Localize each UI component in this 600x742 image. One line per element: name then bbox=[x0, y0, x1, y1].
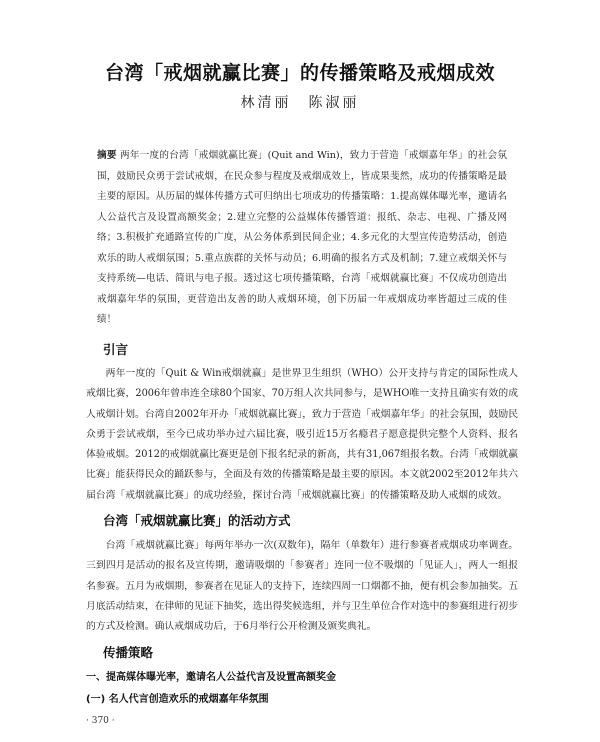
section-heading-strategy: 传播策略 bbox=[103, 645, 154, 660]
abstract-label: 摘要 bbox=[97, 150, 117, 161]
subheading-media-exposure: 一、提高媒体曝光率，邀请名人公益代言及设置高额奖金 bbox=[86, 672, 336, 683]
paper-title: 台湾「戒烟就赢比赛」的传播策略及戒烟成效 bbox=[104, 62, 495, 84]
section-heading-intro: 引言 bbox=[103, 342, 129, 357]
paper-authors: 林清丽 陈淑丽 bbox=[240, 95, 360, 111]
abstract-block bbox=[97, 146, 507, 331]
section-text-intro: 两年一度的「Quit & Win戒烟就赢」是世界卫生组织（WHO）公开支持与肯定的国际性成人戒烟比赛，2006年曾串连全球80个国家、70万组人次共同参与，是WHO唯一支持且确实有效的成人戒烟计划。台湾自2002年开办「戒烟就赢比赛」，致力于营造「戒烟嘉年华」的社会氛围，鼓励民众勇于尝试戒烟，至今已成功举办过六届比赛，吸引近15万名瘾君子愿意提供完整个人资料、报名体验戒烟。2012的戒烟就赢比赛更是创下报名纪录的新高，共有31,067组报名数。台湾「戒烟就赢比赛」能获得民众的踊跃参与，全面及有效的传播策略是最主要的原因。本文就2002至2012年共六届台湾「戒烟就赢比赛」的成功经验，探讨台湾「戒烟就赢比赛」的传播策略及助人戒烟的成效。 bbox=[86, 368, 518, 501]
subheading-celebrity-endorsement: (一) 名人代言创造欢乐的戒烟嘉年华氛围 bbox=[86, 694, 269, 705]
section-text-activity: 台湾「戒烟就赢比赛」每两年举办一次(双数年)，隔年（单数年）进行参赛者戒烟成功率调查。三到四月是活动的报名及宣传期，邀请吸烟的「参赛者」连同一位不吸烟的「见证人」，两人一组报名参赛。五月为戒烟期，参赛者在见证人的支持下，连续四周一口烟都不抽，便有机会参加抽奖。五月底活动结束，在律师的见证下抽奖，选出得奖候选组，并与卫生单位合作对选中的参赛组进行初步的方式及检测。确认戒烟成功后，于6月举行公开检测及颁奖典礼。 bbox=[86, 540, 518, 633]
abstract-text: 两年一度的台湾「戒烟就赢比赛」(Quit and Win)，致力于营造「戒烟嘉年华」的社会氛围，鼓励民众勇于尝试戒烟，在民众参与程度及戒烟成效上，皆成果斐然，成功的传播策略是最主要的原因。从历届的媒体传播方式可归纳出七项成功的传播策略：1.提高媒体曝光率，邀请名人公益代言及设置高额奖金；2.建立完整的公益媒体传播管道：报纸、杂志、电视、广播及网络；3.积极扩充通路宣传的广度，从公务体系到民间企业；4.多元化的大型宣传造势活动，创造欢乐的助人戒烟氛围；5.重点族群的关怀与动员；6.明确的报名方式及机制；7.建立戒烟关怀与支持系统—电话、简讯与电子报。透过这七项传播策略，台湾「戒烟就赢比赛」不仅成功创造出戒烟嘉年华的氛围，更营造出友善的助人戒烟环境，创下历届一年戒烟成功率皆超过三成的佳绩！ bbox=[97, 150, 507, 325]
page-number: · 370 · bbox=[86, 716, 115, 726]
section-heading-activity: 台湾「戒烟就赢比赛」的活动方式 bbox=[103, 513, 291, 528]
